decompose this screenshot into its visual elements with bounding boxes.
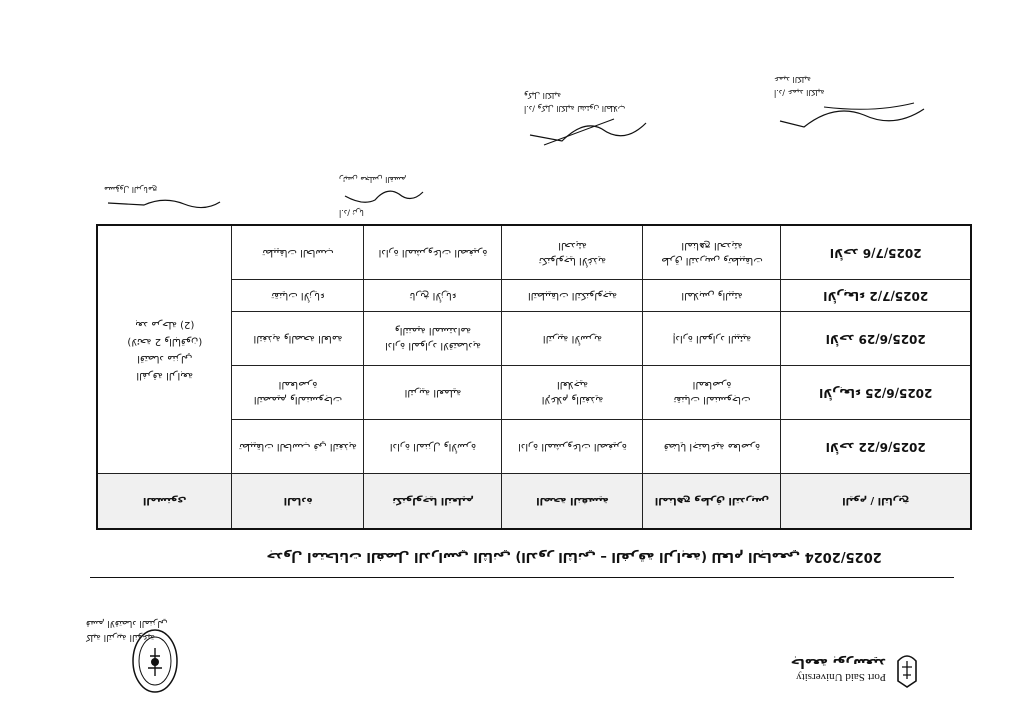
date-text: 2025/6/25 [865, 386, 933, 400]
subject-cell: ادارة الموارد الاقتصادية والتنمية المستدامة [364, 312, 502, 366]
signature-scribble [104, 196, 224, 214]
header-divider [90, 577, 954, 578]
subject-cell: قضايا اجتماعية معاصرة [643, 420, 781, 474]
date-text: 2025/7/6 [862, 246, 922, 261]
subject-cell: تاريخ الأزياء [364, 280, 502, 312]
subject-cell: تقنيات المنسوجات المعاصرة [643, 366, 781, 420]
vice-dean-name: أ.د/ وكيل الكلية لشئون الطلاب [524, 104, 626, 113]
table-row [97, 420, 971, 474]
date-cell [781, 420, 971, 474]
subject-cell: تقنيات الأزياء [232, 280, 364, 312]
signature-dean [774, 73, 944, 139]
subject-cell: تكنولوجيا الأغذية الحديثة [502, 226, 643, 280]
day-text: الأربعاء [819, 386, 861, 400]
signature-scribble [339, 186, 429, 206]
signature-scribble [524, 115, 654, 149]
faculty-info [86, 616, 246, 644]
subject-cell: ادارة المشروعات الصغيرة [364, 226, 502, 280]
vice-dean-label: وكيل الكلية [524, 91, 562, 100]
level-line: اقتصاد منزلي [137, 352, 193, 364]
signature-vice-dean [524, 89, 664, 149]
day-text: الأحد [829, 246, 859, 261]
subject-cell: ادارة المشروعات الصغيرة [502, 420, 643, 474]
subject-cell: التربية الأسرية [502, 312, 643, 366]
header-subject-3: الصحة النفسية [502, 474, 643, 530]
exam-schedule-table [96, 225, 972, 531]
subject-cell: التطبيقات التكنولوجية [502, 280, 643, 312]
signature-program-head [104, 183, 234, 214]
university-logo-icon [894, 649, 920, 689]
subject-cell: ادارة المنزل والأسرة [364, 420, 502, 474]
dean-label: عميد الكلية [774, 75, 811, 84]
header-level: المستوى [97, 474, 232, 530]
subject-cell: التصميم والمنسوجات المعاصرة [232, 366, 364, 420]
level-line: (لائحة 2 والباقون) [127, 335, 203, 347]
level-line: الفرقة الرابعة [136, 369, 194, 381]
date-text: 2025/7/2 [869, 289, 929, 303]
subject-cell: التربية العملية [364, 366, 502, 420]
faculty-line-1: كلية التربية النوعية [86, 632, 156, 642]
date-text: 2025/6/29 [858, 332, 926, 346]
subject-cell: التغذية والصحة العامة [232, 312, 364, 366]
level-line: بعد مرحلة (2) [135, 318, 195, 330]
level-cell [97, 226, 232, 474]
day-text: الأحد [825, 332, 855, 346]
subject-cell: الملابس والبيئة [643, 280, 781, 312]
subject-cell: إدارة الموارد البيئية [643, 312, 781, 366]
university-header [770, 639, 920, 699]
document-title: جدول امتحانات الفصل الدراسي الثاني (الدور الثاني – الفرقة الرابعة) للعام الجامعي 2025/2024 [266, 549, 882, 564]
signature-dept-head [339, 173, 449, 219]
header-day-date: اليوم / التاريخ [781, 474, 971, 530]
subject-cell: تطبيقات الحاسب في التغذية [232, 420, 364, 474]
header-subject-1: المادة [232, 474, 364, 530]
signature-scribble [774, 99, 934, 139]
subject-cell: طرق التدريس وتطبيقات المناهج الحديثة [643, 226, 781, 280]
subject-cell: الإعلام والتغذية العلاجية [502, 366, 643, 420]
university-name-en: Port Said University [796, 671, 886, 683]
dept-head-label: رئيس مجلس القسم [339, 175, 407, 184]
day-text: الأحد [825, 440, 855, 454]
header-day: اليوم [842, 495, 867, 507]
dept-head-name: أ.د/ ثريا [339, 208, 364, 217]
header-subject-4: المناهج وطرق التدريس [643, 474, 781, 530]
dean-name: أ.د/ عميد الكلية [774, 88, 825, 97]
subject-cell: تطبيقات الحاسب [232, 226, 364, 280]
date-cell [781, 312, 971, 366]
university-name-ar: جامعة بورسعيد [790, 655, 886, 670]
date-text: 2025/6/22 [858, 440, 926, 454]
date-cell [781, 366, 971, 420]
day-text: الأربعاء [823, 289, 866, 303]
header-subject-2: تكنولوجيا التعليم [364, 474, 502, 530]
header-date: التاريخ [877, 495, 910, 507]
date-cell [781, 280, 971, 312]
program-head-label: مسؤول البرنامج [104, 185, 158, 194]
date-cell [781, 226, 971, 280]
table-header-row [97, 474, 971, 530]
faculty-line-2: قسم الاقتصاد المنزلي [86, 618, 168, 628]
